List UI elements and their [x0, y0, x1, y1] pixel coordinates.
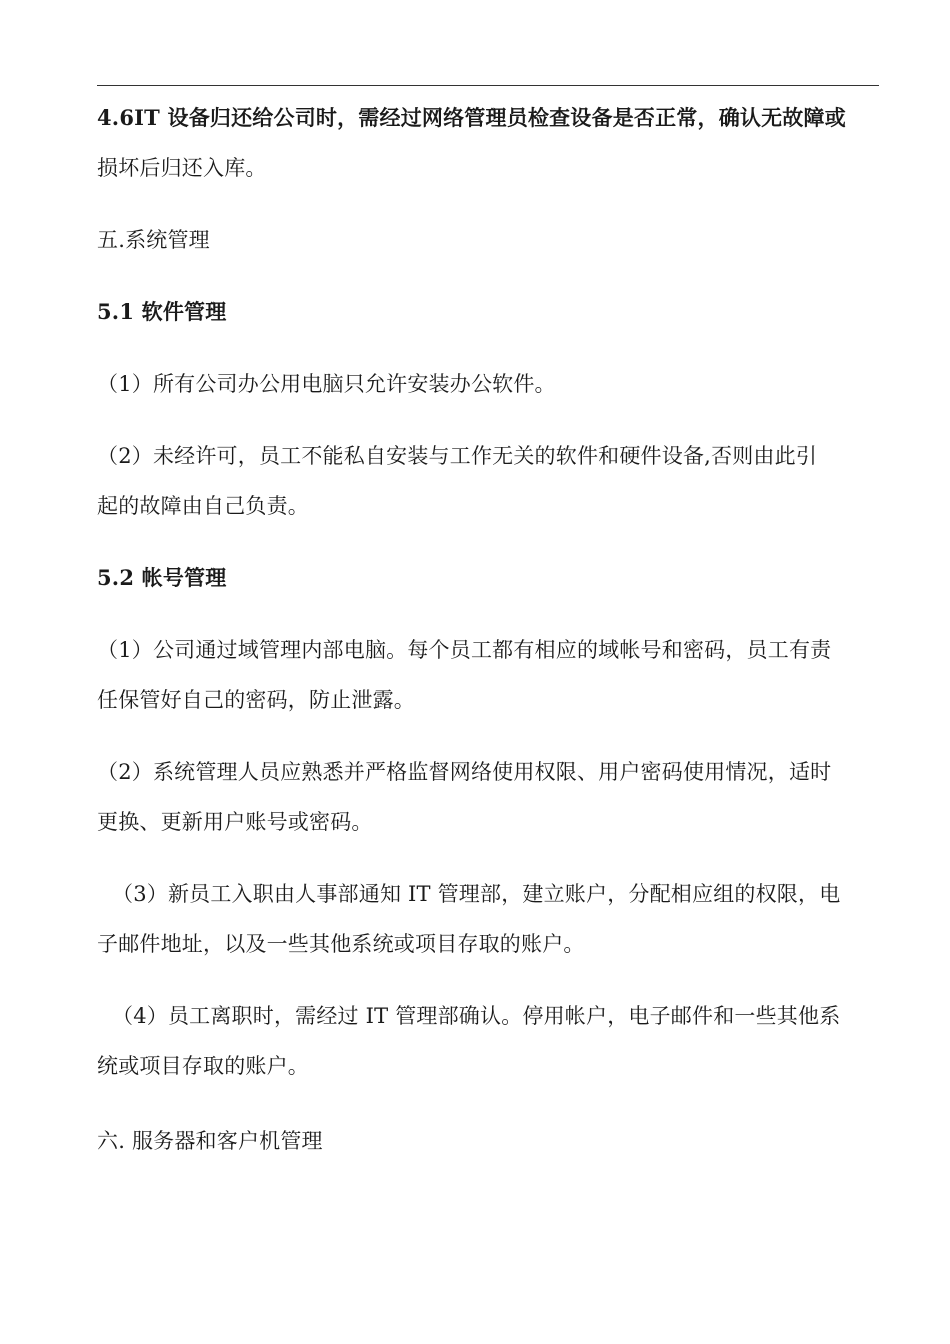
paragraph-5-2-1-line-1: （1）公司通过域管理内部电脑。每个员工都有相应的域帐号和密码，员工有责 [97, 638, 832, 662]
paragraph-5-1-2-line-1: （2）未经许可，员工不能私自安装与工作无关的软件和硬件设备,否则由此引 [97, 444, 818, 468]
subsection-heading-5-2: 5.2 帐号管理 [97, 565, 227, 590]
section-heading-6: 六. 服务器和客户机管理 [97, 1129, 323, 1153]
paragraph-5-2-2-line-2: 更换、更新用户账号或密码。 [97, 810, 373, 834]
paragraph-4-6-line-2: 损坏后归还入库。 [97, 156, 267, 180]
paragraph-5-2-2-line-1: （2）系统管理人员应熟悉并严格监督网络使用权限、用户密码使用情况，适时 [97, 760, 832, 784]
paragraph-5-2-1-line-2: 任保管好自己的密码，防止泄露。 [97, 688, 415, 712]
paragraph-5-2-3-line-2: 子邮件地址，以及一些其他系统或项目存取的账户。 [97, 932, 585, 956]
header-rule [97, 85, 879, 86]
subsection-heading-5-1: 5.1 软件管理 [97, 299, 227, 324]
section-heading-5: 五.系统管理 [97, 228, 210, 252]
paragraph-5-1-2-line-2: 起的故障由自己负责。 [97, 494, 309, 518]
paragraph-4-6-line-1: 4.6IT 设备归还给公司时，需经过网络管理员检查设备是否正常，确认无故障或 [97, 105, 846, 130]
paragraph-5-2-4-line-2: 统或项目存取的账户。 [97, 1054, 309, 1078]
paragraph-5-2-4-line-1: （4）员工离职时，需经过 IT 管理部确认。停用帐户，电子邮件和一些其他系 [112, 1004, 841, 1028]
paragraph-5-2-3-line-1: （3）新员工入职由人事部通知 IT 管理部，建立账户，分配相应组的权限，电 [112, 882, 841, 906]
paragraph-5-1-1: （1）所有公司办公用电脑只允许安装办公软件。 [97, 372, 556, 396]
